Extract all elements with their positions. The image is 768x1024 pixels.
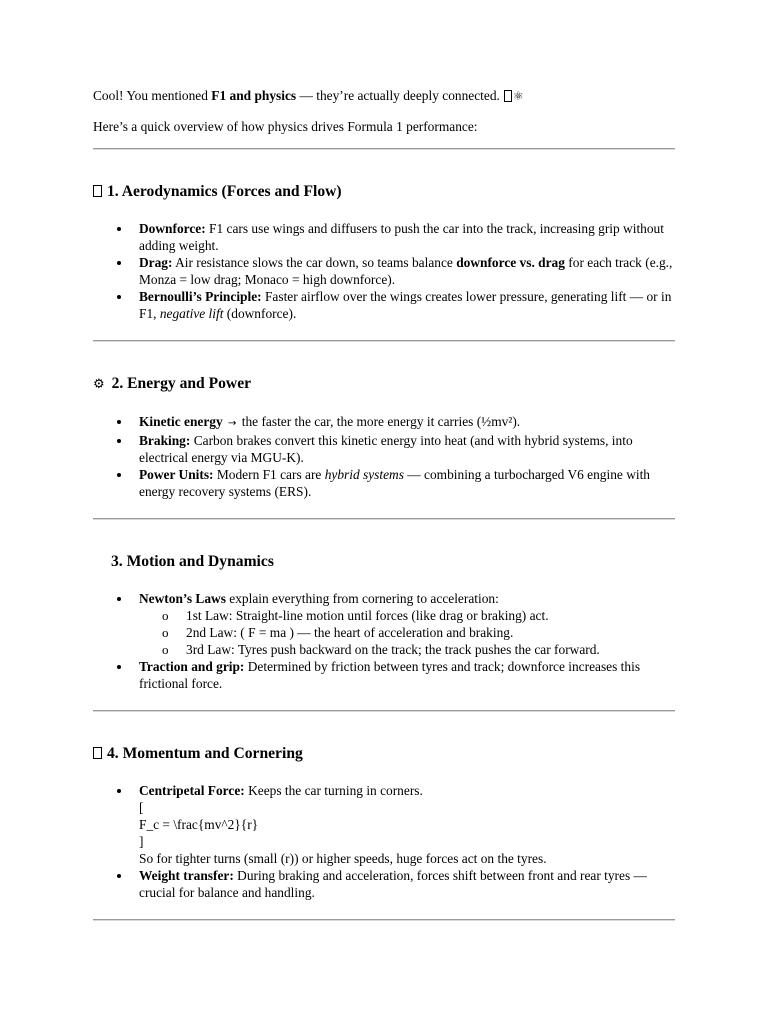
item-italic: negative lift (159, 306, 224, 321)
item-text: Keeps the car turning in corners. (244, 783, 423, 798)
list-item (139, 590, 675, 658)
item-text: Faster airflow over the wings creates lower pressure, generating lift — or in F1, (139, 289, 672, 321)
section-title: 2. Energy and Power (111, 375, 252, 392)
item-text: (downforce). (223, 306, 297, 321)
section-divider (93, 340, 675, 342)
bullet-list (93, 413, 675, 500)
item-term: Braking: (139, 433, 191, 448)
formula-bracket-open: [ (139, 800, 144, 815)
list-item (139, 867, 675, 901)
sub-list-item: o 2nd Law: ( F = ma ) — the heart of acceleration and braking. (186, 624, 675, 641)
section-energy-power (93, 374, 675, 500)
item-text: for each track (e.g., Monza = low drag; Monaco = high downforce). (139, 255, 673, 287)
missing-glyph-icon (93, 185, 102, 197)
sub-list (139, 607, 675, 658)
list-item (139, 288, 675, 322)
item-text: Modern F1 cars are (213, 467, 325, 482)
section-heading (93, 552, 675, 572)
section-title: 4. Momentum and Cornering (107, 745, 303, 762)
list-item (139, 254, 675, 288)
section-motion-dynamics (93, 552, 675, 692)
item-text: F1 cars use wings and diffusers to push the car into the track, increasing grip without adding weight. (139, 221, 664, 253)
missing-glyph-icon (93, 747, 102, 759)
chat-response (93, 87, 675, 921)
gear-icon: ⚙ (93, 377, 105, 392)
intro-text-after: — they’re actually deeply connected. (296, 88, 500, 103)
item-term: Traction and grip: (139, 659, 245, 674)
item-italic: hybrid systems (324, 467, 404, 482)
sub-list-item: o 3rd Law: Tyres push backward on the track; the track pushes the car forward. (186, 641, 675, 658)
right-arrow-icon: → (228, 418, 237, 429)
bullet-list (93, 590, 675, 692)
intro-line-2: Here’s a quick overview of how physics drives Formula 1 performance: (93, 119, 478, 134)
list-item (139, 220, 675, 254)
item-text: the faster the car, the more energy it carries (½mv²). (238, 414, 521, 429)
item-term: Bernoulli’s Principle: (139, 289, 262, 304)
item-text: Determined by friction between tyres and track; downforce increases this frictional force. (139, 659, 641, 691)
item-text: During braking and acceleration, forces shift between front and rear tyres — crucial for balance and handling. (139, 868, 647, 900)
formula-bracket-close: ] (139, 834, 144, 849)
bullet-list (93, 220, 675, 322)
item-term: Drag: (139, 255, 173, 270)
section-title: 3. Motion and Dynamics (111, 553, 274, 570)
item-term: Newton’s Laws (139, 591, 226, 606)
list-item (139, 432, 675, 466)
section-divider (93, 710, 675, 712)
intro-bold-topic: F1 and physics (211, 88, 297, 103)
item-text: So for tighter turns (small (r)) or higher speeds, huge forces act on the tyres. (139, 851, 547, 866)
list-item (139, 413, 675, 432)
list-item (139, 466, 675, 500)
section-aerodynamics (93, 182, 675, 322)
section-momentum-cornering (93, 744, 675, 901)
intro-line-1 (93, 87, 675, 105)
item-text: — combining a turbocharged V6 engine with energy recovery systems (ERS). (139, 467, 651, 499)
item-term: Centripetal Force: (139, 783, 245, 798)
item-text: Carbon brakes convert this kinetic energy into heat (and with hybrid systems, into electrical energy via MGU-K). (139, 433, 633, 465)
section-heading (93, 374, 675, 395)
section-divider (93, 518, 675, 520)
intro-text-before: Cool! You mentioned (93, 88, 212, 103)
atom-icon: ⚛ (512, 89, 524, 103)
list-item (139, 782, 675, 867)
item-emphasis: downforce vs. drag (456, 255, 565, 270)
item-text: Air resistance slows the car down, so teams balance (172, 255, 457, 270)
section-divider (93, 919, 675, 921)
bullet-list (93, 782, 675, 901)
item-term: Power Units: (139, 467, 214, 482)
item-term: Downforce: (139, 221, 206, 236)
item-term: Kinetic energy (139, 414, 223, 429)
section-heading (93, 744, 675, 764)
section-title: 1. Aerodynamics (Forces and Flow) (107, 183, 342, 200)
item-term: Weight transfer: (139, 868, 234, 883)
section-divider (93, 148, 675, 150)
formula-text: F_c = \frac{mv^2}{r} (139, 817, 259, 832)
missing-glyph-icon (504, 90, 512, 102)
sub-list-item: o 1st Law: Straight-line motion until forces (like drag or braking) act. (186, 607, 675, 624)
item-text: explain everything from cornering to acceleration: (225, 591, 499, 606)
section-heading (93, 182, 675, 202)
list-item (139, 658, 675, 692)
